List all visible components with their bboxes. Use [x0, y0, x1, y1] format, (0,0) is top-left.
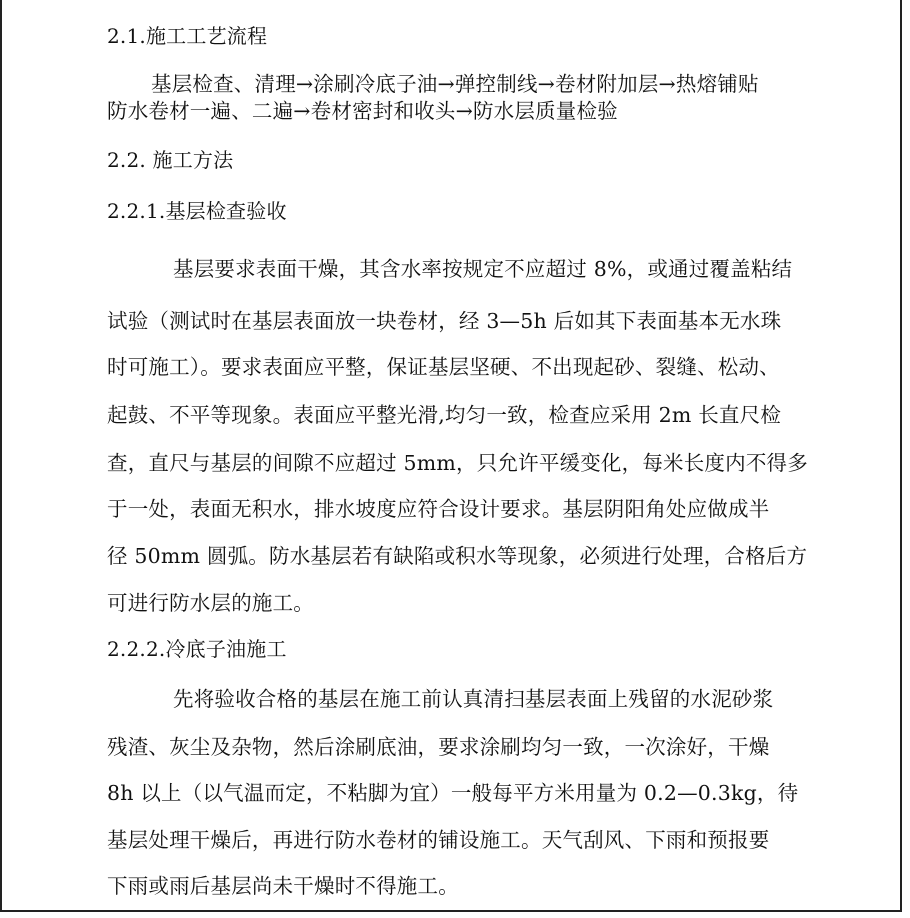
heading-2-2-1: 2.2.1.基层检查验收: [107, 199, 287, 223]
paragraph-line: 残渣、灰尘及杂物，然后涂刷底油，要求涂刷均匀一致，一次涂好，干燥: [107, 735, 770, 759]
paragraph-line: 基层检查、清理→涂刷冷底子油→弹控制线→卷材附加层→热熔铺贴: [151, 72, 759, 96]
paragraph-line: 于一处，表面无积水，排水坡度应符合设计要求。基层阴阳角处应做成半: [107, 497, 770, 521]
paragraph-line: 8h 以上（以气温而定，不粘脚为宜）一般每平方米用量为 0.2—0.3kg，待: [107, 781, 799, 805]
paragraph-line: 下雨或雨后基层尚未干燥时不得施工。: [107, 874, 459, 898]
paragraph-line: 时可施工）。要求表面应平整，保证基层坚硬、不出现起砂、裂缝、松动、: [107, 355, 780, 379]
heading-2-2: 2.2. 施工方法: [107, 148, 234, 172]
paragraph-line: 径 50mm 圆弧。防水基层若有缺陷或积水等现象，必须进行处理，合格后方: [107, 544, 808, 568]
paragraph-line: 起鼓、不平等现象。表面应平整光滑,均匀一致，检查应采用 2m 长直尺检: [107, 403, 782, 427]
heading-2-2-2: 2.2.2.冷底子油施工: [107, 637, 287, 661]
paragraph-line: 可进行防水层的施工。: [107, 591, 314, 615]
paragraph-line: 查，直尺与基层的间隙不应超过 5mm，只允许平缓变化，每米长度内不得多: [107, 451, 808, 475]
heading-2-1: 2.1.施工工艺流程: [107, 24, 268, 48]
paragraph-line: 先将验收合格的基层在施工前认真清扫基层表面上残留的水泥砂浆: [173, 687, 774, 711]
paragraph-line: 基层处理干燥后，再进行防水卷材的铺设施工。天气刮风、下雨和预报要: [107, 828, 770, 852]
paragraph-line: 试验（测试时在基层表面放一块卷材，经 3—5h 后如其下表面基本无水珠: [107, 309, 782, 333]
paragraph-line: 基层要求表面干燥，其含水率按规定不应超过 8%，或通过覆盖粘结: [173, 257, 793, 281]
paragraph-line: 防水卷材一遍、二遍→卷材密封和收头→防水层质量检验: [107, 99, 618, 123]
